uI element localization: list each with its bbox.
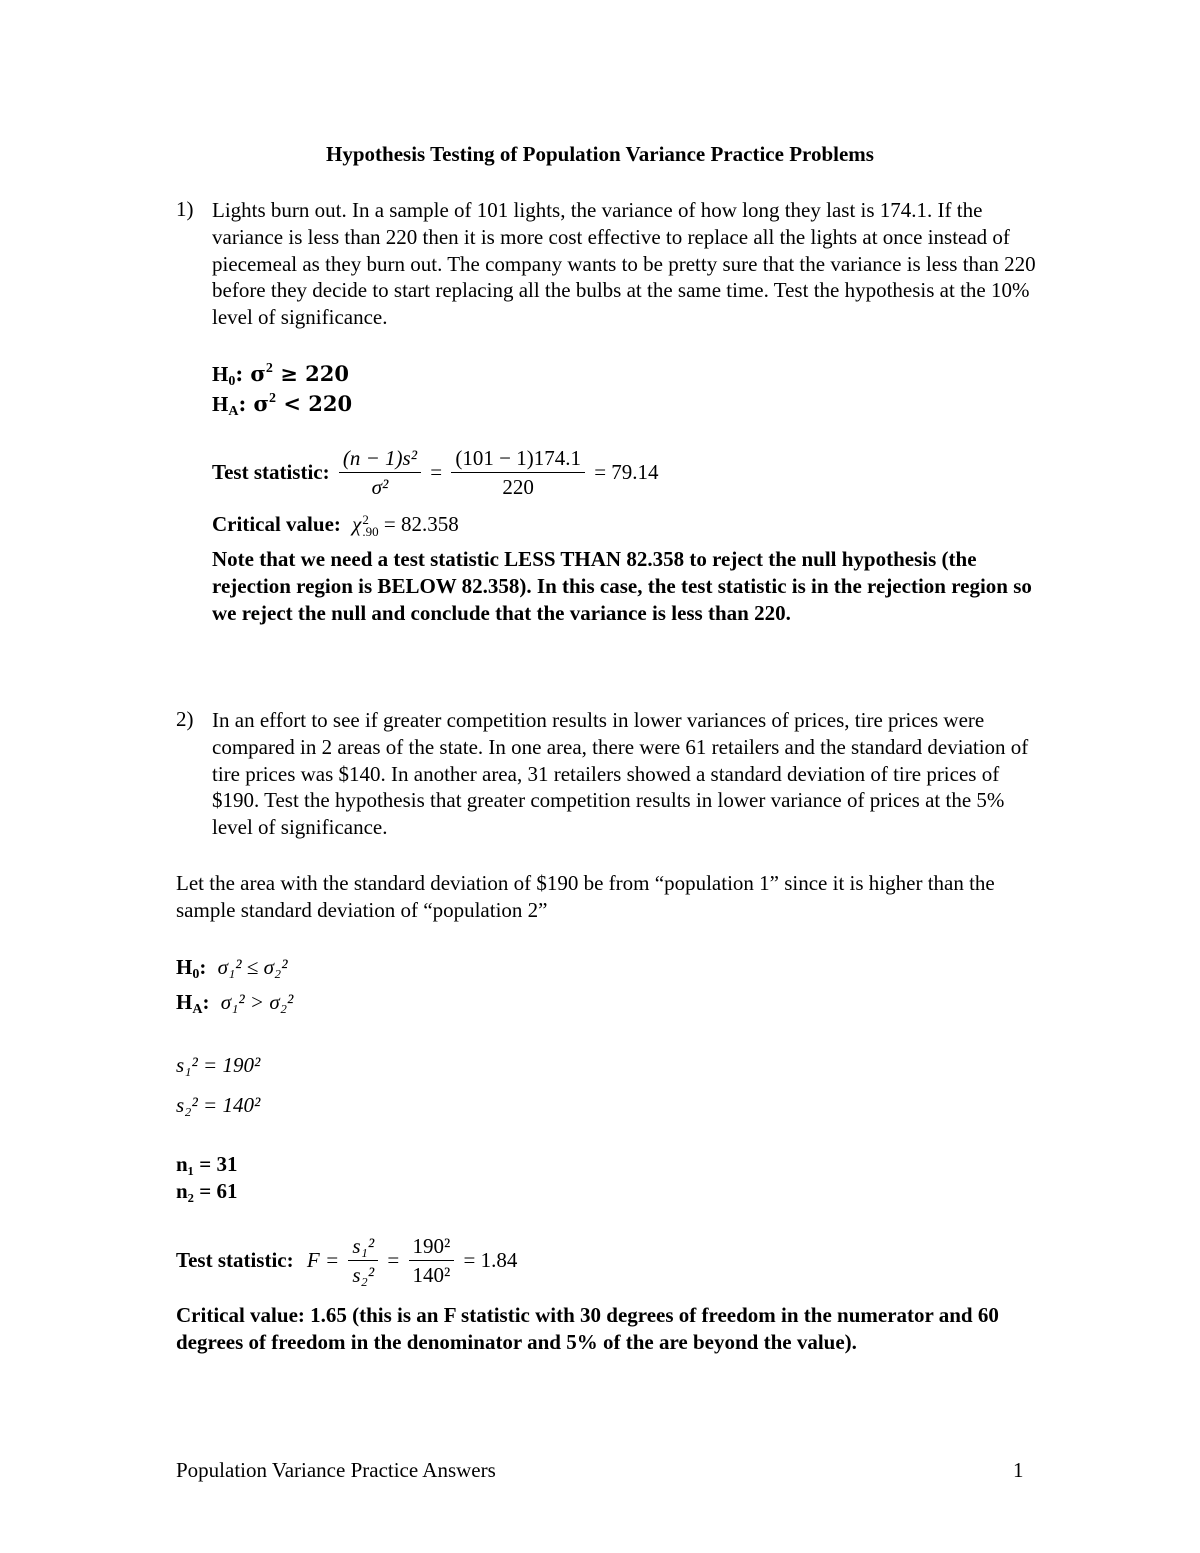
problem-2-sample-size-2: n₂ = 61 (176, 1179, 238, 1203)
problem-2-alt-hypothesis: HA: σ₁² > σ₂² (176, 990, 294, 1017)
problem-2-sample-variance-2: s₂² = 140² (176, 1093, 261, 1117)
problem-2-null-hypothesis: H0: σ₁² ≤ σ₂² (176, 955, 288, 982)
page-number: 1 (1013, 1458, 1024, 1482)
problem-1-number: 1) (176, 197, 194, 221)
problem-1-note: Note that we need a test statistic LESS THAN 82.358 to reject the null hypothesis (the rejection region is BELOW 82.358). In this case, the test statistic is in the rejection region so we reject the null and conclude that the variance is less than 220. (212, 547, 1032, 625)
problem-2-sample-size-1: n₁ = 31 (176, 1152, 238, 1176)
problem-2-sample-variance-1: s₁² = 190² (176, 1053, 261, 1077)
problem-1-critical-value: Critical value: χ 2 .90 = 82.358 (212, 512, 459, 540)
ts-fraction-1: $\frac{\text{(n − 1)s²}}{\text{σ²}}$ (339, 446, 421, 499)
problem-1-text: Lights burn out. In a sample of 101 lights, the variance of how long they last is 174.1. If the variance is less than 220 then it is more cost effective to replace all the lights at once instead of piecemeal as they burn out. The company wants to be pretty sure that the variance is less than 220 before they decide to start replacing all the bulbs at the same time. Test the hypothesis at the 10% level of significance. (212, 198, 1036, 330)
problem-1-alt-hypothesis: HA: $\sigma^2 < 220$ (212, 391, 353, 419)
f-fraction-2: $\frac{\text{190²}}{\text{140²}}$ (409, 1234, 455, 1287)
problem-1-test-statistic: Test statistic: $\frac{\text{(n − 1)s²}}{\text{σ²}}$ = $\frac{(101 - 1)174.1}{220}$ = 79.14 (212, 446, 659, 499)
problem-2-setup: Let the area with the standard deviation of $190 be from “population 1” since it is higher than the sample standard deviation of “population 2” (176, 871, 995, 922)
ts-fraction-2: $\frac{(101 - 1)174.1}{220}$ (451, 446, 585, 499)
problem-2-test-statistic: Test statistic: F = $\frac{\text{s₁²}}{\text{s₂²}}$ = $\frac{\text{190²}}{\text{140²}}$ = 1.84 (176, 1234, 518, 1287)
problem-1-null-hypothesis: H0: $\sigma^2 \ge 220$ (212, 361, 349, 389)
problem-2-text: In an effort to see if greater competition results in lower variances of prices, tire prices were compared in 2 areas of the state. In one area, there were 61 retailers and the standard deviation of tire prices was $140. In another area, 31 retailers showed a standard deviation of tire prices of $190. Test the hypothesis that greater competition results in lower variance of prices at the 5% level of significance. (212, 708, 1029, 840)
footer-title: Population Variance Practice Answers (176, 1458, 496, 1482)
problem-2-critical-value: Critical value: 1.65 (this is an F statistic with 30 degrees of freedom in the numerator and 60 degrees of freedom in the denominator and 5% of the are beyond the value). (176, 1303, 999, 1354)
problem-2-number: 2) (176, 707, 194, 731)
page-title: Hypothesis Testing of Population Variance Practice Problems (326, 142, 874, 166)
f-fraction-1: $\frac{\text{s₁²}}{\text{s₂²}}$ (348, 1234, 378, 1287)
